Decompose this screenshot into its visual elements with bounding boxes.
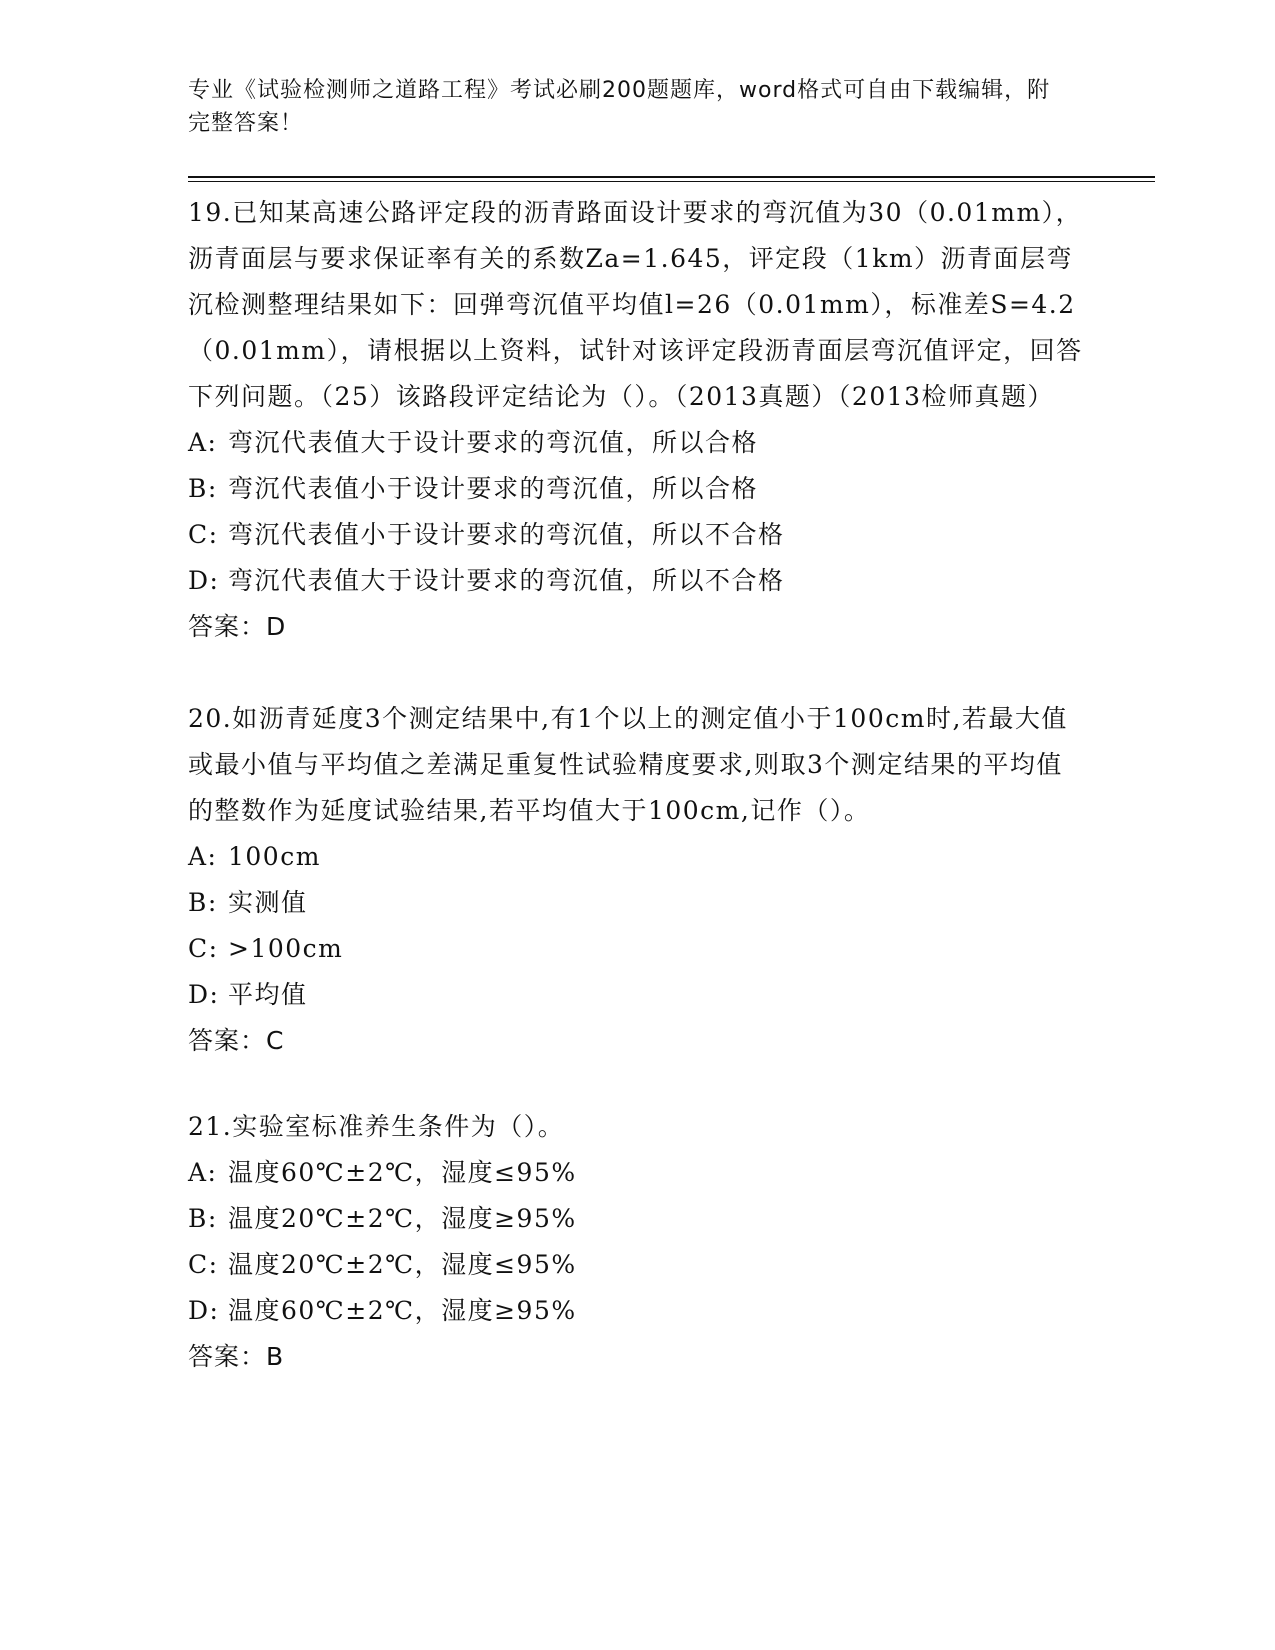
header-rule-thick [188,176,1155,178]
answer-text: 答案：B [188,1342,285,1371]
option-a [188,834,1088,880]
spacer [188,1064,1088,1104]
option-text: 温度60℃±2℃，湿度≥95% [228,1296,577,1325]
option-label: B: [188,1204,218,1233]
spacer [188,650,1088,696]
option-text: 弯沉代表值小于设计要求的弯沉值，所以不合格 [228,520,785,549]
answer-text: 答案：C [188,1026,285,1055]
option-text: 平均值 [228,980,308,1009]
option-label: B: [188,888,218,917]
option-label: D: [188,980,220,1009]
option-d [188,1288,1088,1334]
question-19 [188,190,1088,650]
option-b [188,880,1088,926]
question-21 [188,1104,1088,1380]
option-a [188,420,1088,466]
option-b [188,1196,1088,1242]
option-b [188,466,1088,512]
option-text: 弯沉代表值大于设计要求的弯沉值，所以不合格 [228,566,785,595]
option-text: 100cm [228,842,321,871]
option-label: D: [188,566,220,595]
option-text: 温度20℃±2℃，湿度≤95% [228,1250,577,1279]
document-header: 专业《试验检测师之道路工程》考试必刷200题题库，word格式可自由下载编辑，附完整答案！ [188,78,1051,136]
option-text: 弯沉代表值小于设计要求的弯沉值，所以合格 [228,474,759,503]
option-label: A: [188,842,218,871]
question-text: 21.实验室标准养生条件为（）。 [188,1112,565,1141]
option-label: A: [188,428,218,457]
option-label: C: [188,1250,219,1279]
option-d [188,558,1088,604]
option-c [188,1242,1088,1288]
question-text: 20.如沥青延度3个测定结果中,有1个以上的测定值小于100cm时,若最大值或最小值与平均值之差满足重复性试验精度要求,则取3个测定结果的平均值的整数作为延度试验结果,若平均值大于100cm,记作（）。 [188,704,1068,825]
option-label: C: [188,934,219,963]
question-text: 19.已知某高速公路评定段的沥青路面设计要求的弯沉值为30（0.01mm），沥青面层与要求保证率有关的系数Za=1.645，评定段（1km）沥青面层弯沉检测整理结果如下：回弹弯沉值平均值l=26（0.01mm），标准差S=4.2（0.01mm），请根据以上资料，试针对该评定段沥青面层弯沉值评定，回答下列问题。（25）该路段评定结论为（）。（2013真题）（2013检师真题） [188,198,1083,411]
option-text: 温度60℃±2℃，湿度≤95% [228,1158,577,1187]
header-rule-thin [188,181,1155,182]
option-label: D: [188,1296,220,1325]
questions-list [188,190,1088,1380]
option-label: B: [188,474,218,503]
option-label: A: [188,1158,218,1187]
option-text: 实测值 [228,888,308,917]
option-a [188,1150,1088,1196]
answer-text: 答案：D [188,612,287,641]
option-label: C: [188,520,219,549]
option-text: 弯沉代表值大于设计要求的弯沉值，所以合格 [228,428,759,457]
option-c [188,926,1088,972]
option-c [188,512,1088,558]
option-d [188,972,1088,1018]
option-text: >100cm [228,934,344,963]
question-20 [188,696,1088,1064]
option-text: 温度20℃±2℃，湿度≥95% [228,1204,577,1233]
